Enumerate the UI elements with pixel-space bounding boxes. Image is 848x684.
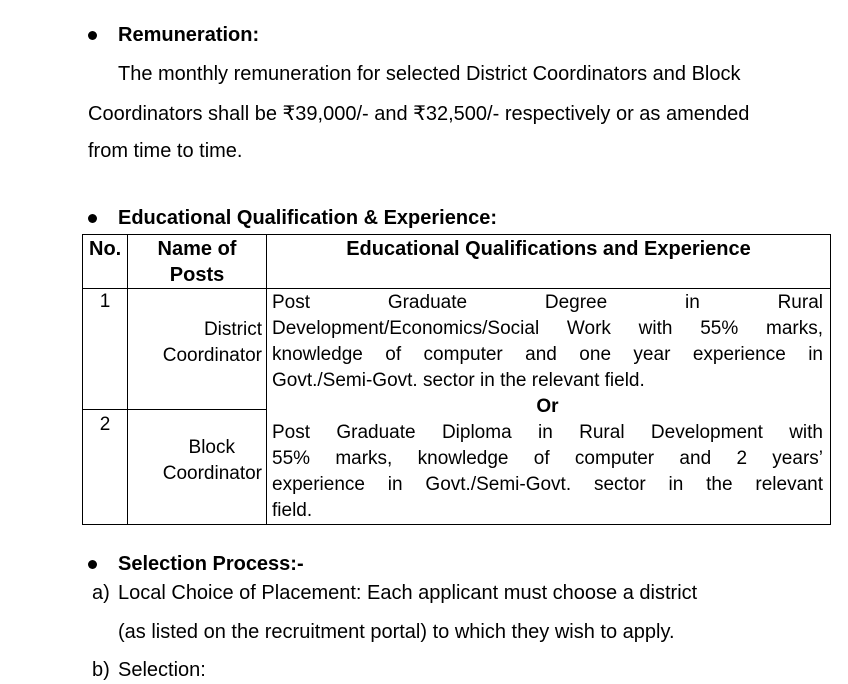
bullet-icon (88, 31, 97, 40)
selection-item-b: Selection: (118, 659, 206, 681)
remuneration-line-2: Coordinators shall be ₹39,000/- and ₹32,500/- respectively or as amended (88, 103, 750, 125)
qualification-line: 55% marks, knowledge of computer and 2 years’ (272, 448, 823, 469)
qualification-line: Post Graduate Diploma in Rural Development with (272, 422, 823, 443)
qualification-table (82, 234, 831, 525)
selection-item-a-line-2: (as listed on the recruitment portal) to which they wish to apply. (118, 621, 675, 643)
list-marker-b: b) (92, 659, 110, 681)
selection-item-a-line-1: Local Choice of Placement: Each applicant must choose a district (118, 582, 698, 604)
qualification-line: Development/Economics/Social Work with 55% marks, (272, 318, 823, 339)
qualification-line: field. (272, 500, 313, 521)
post-name-line: District (203, 319, 262, 340)
post-name-cell (128, 410, 267, 525)
column-header-qualifications: Educational Qualifications and Experience (267, 235, 831, 289)
qualification-line: Govt./Semi-Govt. sector in the relevant field. (272, 370, 645, 391)
row-number: 2 (83, 410, 128, 525)
post-name-line: Block (188, 437, 235, 459)
column-header-post: Name of Posts (128, 235, 267, 289)
qualification-cell (267, 289, 831, 525)
qualification-heading: Educational Qualification & Experience: (118, 207, 497, 229)
post-name-line: Coordinator (162, 345, 262, 366)
qualification-line: knowledge of computer and one year experience in (272, 344, 823, 365)
or-separator: Or (536, 396, 559, 417)
column-header-no: No. (83, 235, 128, 289)
list-marker-a: a) (92, 582, 110, 604)
qualification-line: Post Graduate Degree in Rural (272, 292, 823, 313)
row-number: 1 (83, 289, 128, 410)
table-header-row (83, 235, 831, 289)
post-name-line: Coordinator (162, 463, 262, 485)
bullet-icon (88, 560, 97, 569)
table-row (83, 289, 831, 410)
remuneration-line-3: from time to time. (88, 140, 243, 162)
remuneration-heading: Remuneration: (118, 24, 260, 46)
bullet-icon (88, 214, 97, 223)
selection-heading: Selection Process:- (118, 553, 304, 575)
qualification-line: experience in Govt./Semi-Govt. sector in the relevant (272, 474, 823, 495)
post-name-cell (128, 289, 267, 410)
remuneration-line-1: The monthly remuneration for selected District Coordinators and Block (118, 63, 741, 85)
